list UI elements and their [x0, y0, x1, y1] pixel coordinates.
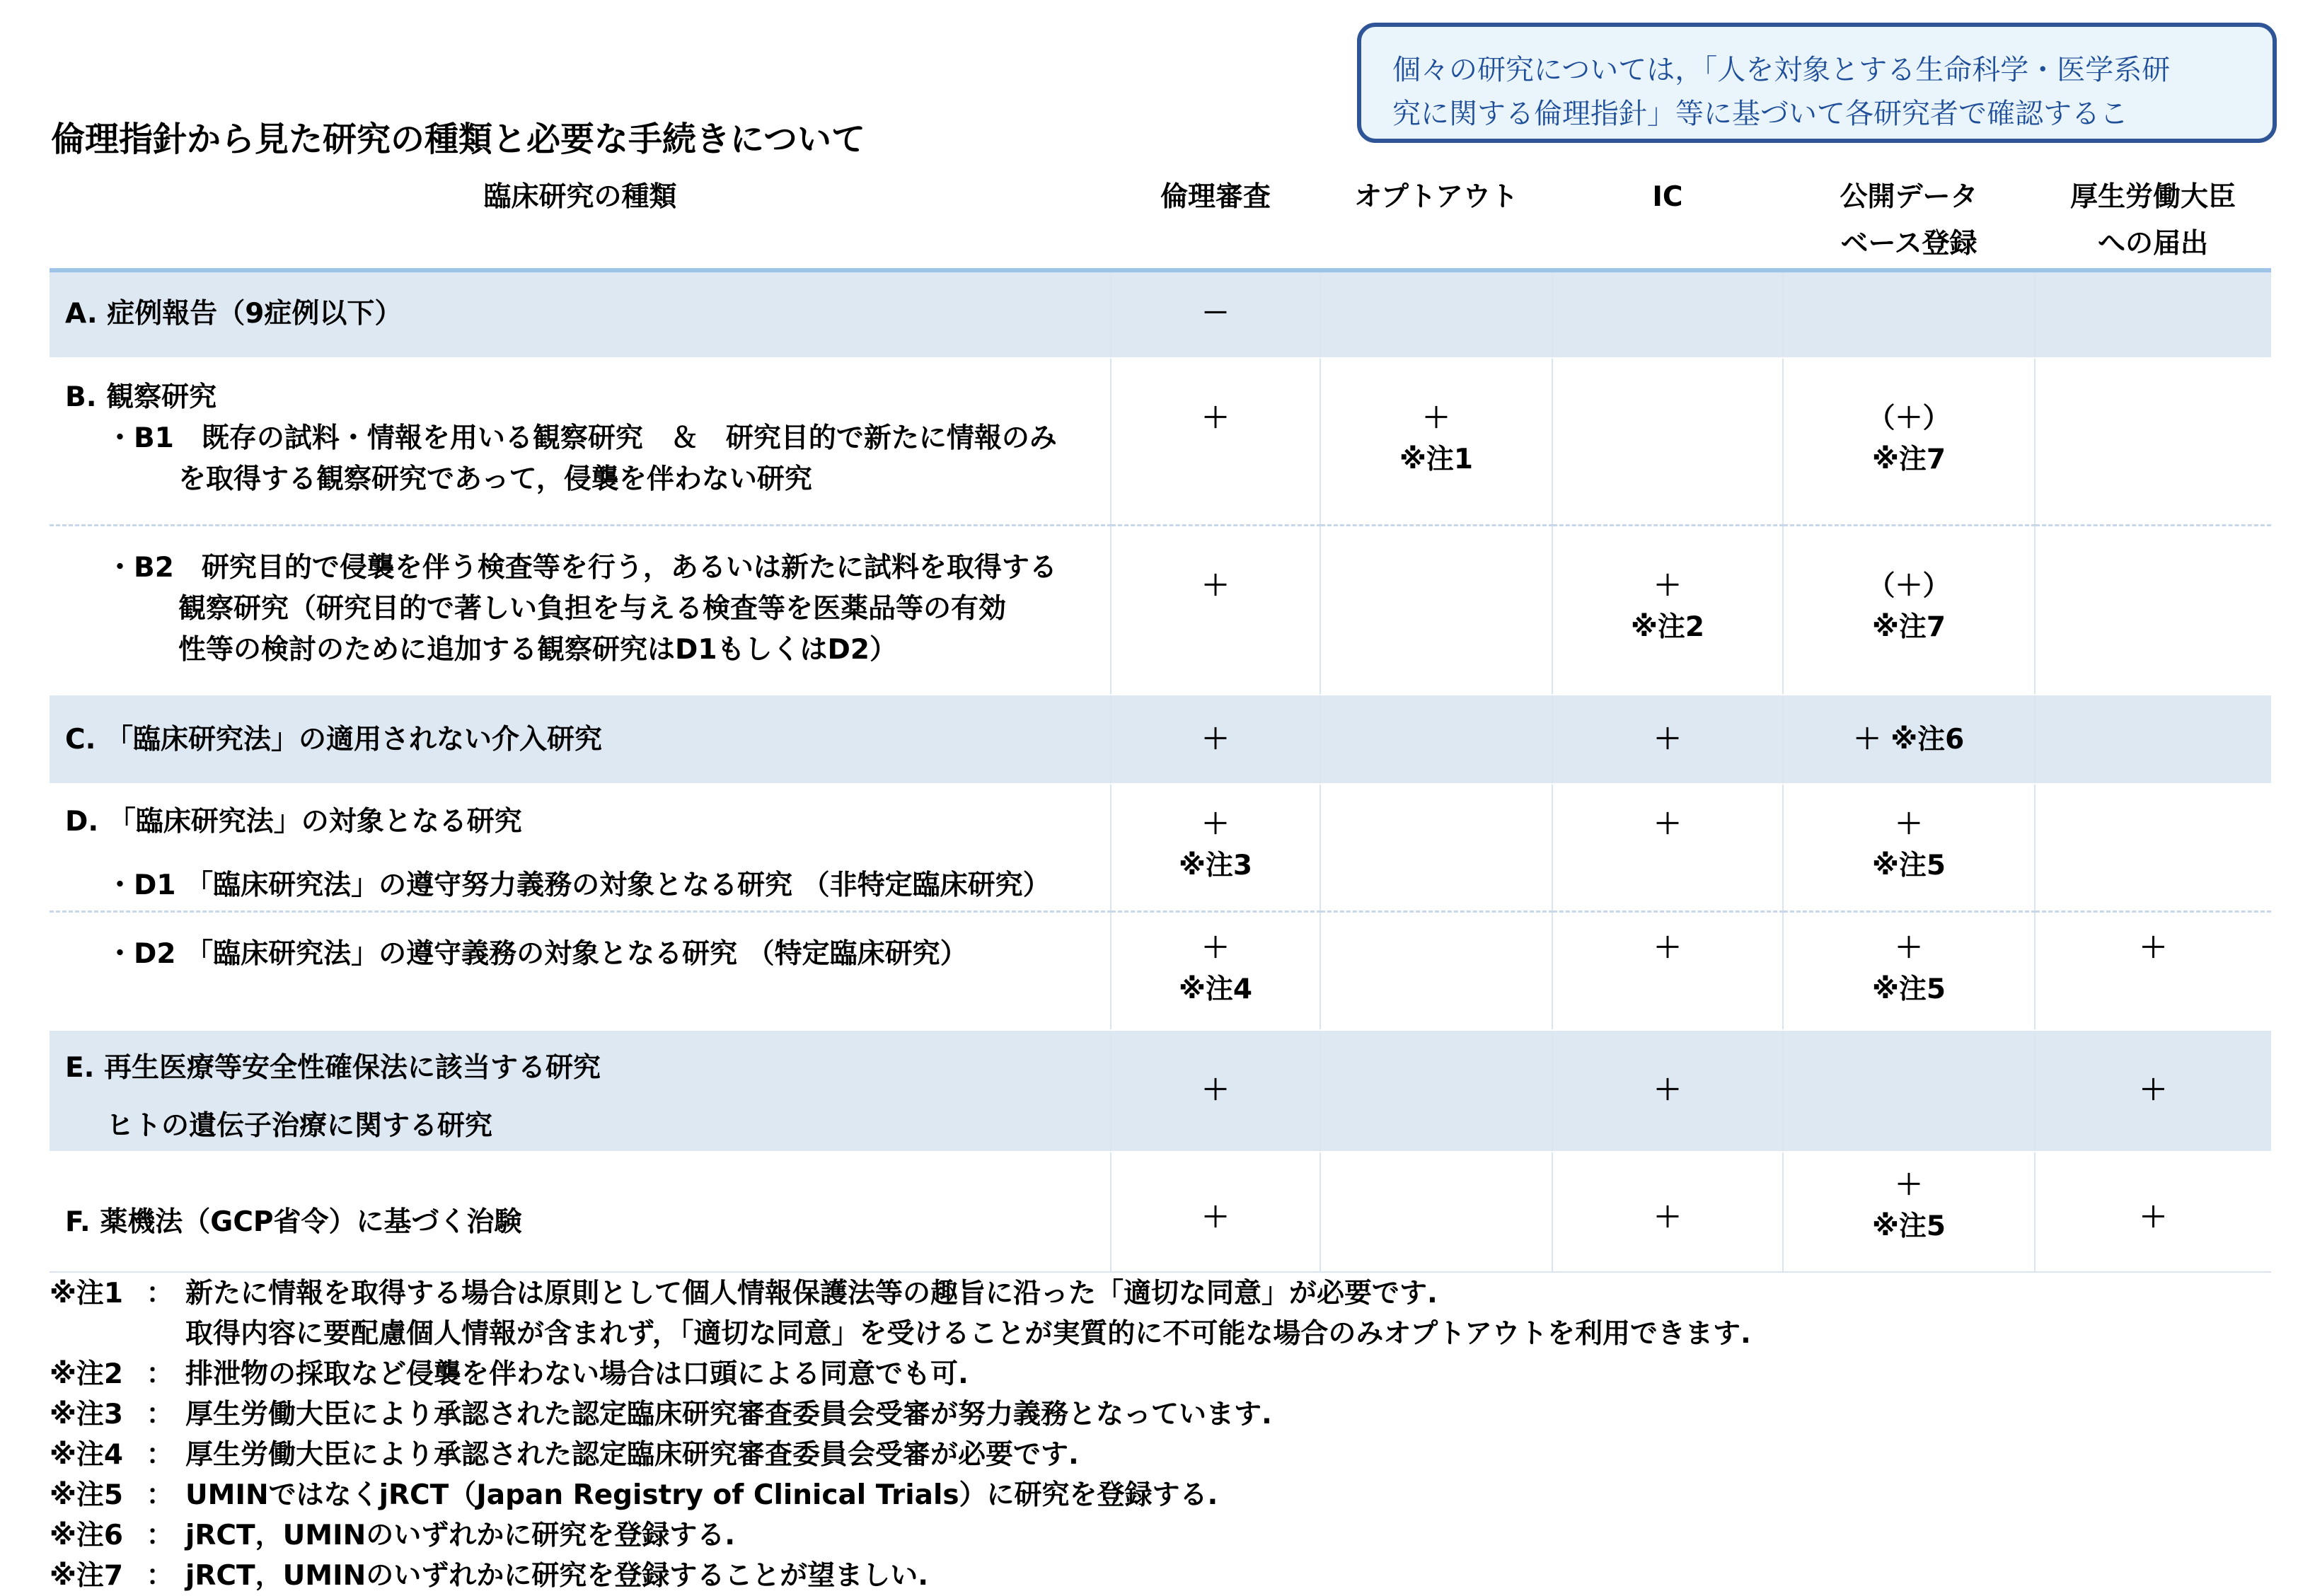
- guideline-callout: [1357, 23, 2277, 143]
- row-d2-line: ・D2 「臨床研究法」の遵守義務の対象となる研究 （特定臨床研究）: [106, 937, 968, 970]
- row-b1-line-2: を取得する観察研究であって，侵襲を伴わない研究: [178, 463, 812, 495]
- row-d-heading: D. 「臨床研究法」の対象となる研究: [65, 806, 522, 838]
- footnote-7: [50, 1556, 1751, 1596]
- row-a-mhlw: [2035, 270, 2271, 358]
- footnote-5-text: UMINではなくjRCT（Japan Registry of Clinical Trials）に研究を登録する.: [185, 1479, 1218, 1511]
- table-row-a: [50, 270, 2271, 358]
- header-opt-out: オプトアウト: [1320, 170, 1552, 270]
- page-title: 倫理指針から見た研究の種類と必要な手続きについて: [51, 120, 866, 159]
- table-row-b2: [50, 525, 2271, 695]
- footnote-5: [50, 1475, 1751, 1515]
- footnote-1: [50, 1273, 1751, 1314]
- row-d2-optout: [1320, 911, 1552, 1030]
- header-public-database: [1783, 170, 2035, 270]
- header-row: [50, 170, 2271, 270]
- footnote-1-label: ※注1: [50, 1278, 124, 1309]
- footnote-3-label: ※注3: [50, 1399, 124, 1430]
- row-d1-ethics-mark: ＋: [1201, 809, 1230, 840]
- footnote-colon: ：: [146, 1520, 174, 1551]
- footnote-6-text: jRCT，UMINのいずれかに研究を登録する.: [185, 1520, 736, 1551]
- row-b1-db-mark: （＋）: [1867, 403, 1951, 434]
- row-b1-label: [50, 358, 1111, 525]
- row-b2-ic-mark: ＋: [1653, 569, 1682, 602]
- callout-line-1: 個々の研究については，「人を対象とする生命科学・医学系研: [1392, 54, 2171, 86]
- footnote-4: [50, 1435, 1751, 1475]
- header-ethics-review: 倫理審査: [1111, 170, 1320, 270]
- row-f-label: F. 薬機法（GCP省令）に基づく治験: [50, 1152, 1111, 1272]
- footnote-colon: ：: [146, 1278, 174, 1309]
- callout-line-2: 究に関する倫理指針」等に基づいて各研究者で確認するこ: [1392, 98, 2128, 130]
- row-a-label: A. 症例報告（9症例以下）: [50, 270, 1111, 358]
- footnote-6: [50, 1515, 1751, 1556]
- row-b2-db: [1783, 525, 2035, 695]
- procedures-table: [50, 170, 2271, 1273]
- footnote-colon: ：: [146, 1560, 174, 1592]
- row-e-line-1: E. 再生医療等安全性確保法に該当する研究: [65, 1052, 601, 1084]
- row-b2-optout: [1320, 525, 1552, 695]
- header-db-line-1: 公開データ: [1840, 181, 1978, 213]
- row-c-ic: ＋: [1552, 695, 1783, 784]
- row-e-label: [50, 1030, 1111, 1152]
- row-d1-label: [50, 784, 1111, 911]
- footnote-1-text: 新たに情報を取得する場合は原則として個人情報保護法等の趣旨に沿った「適切な同意」が必要です.: [185, 1278, 1438, 1309]
- row-f-ethics: ＋: [1111, 1152, 1320, 1272]
- row-b2-ic-note: ※注2: [1630, 611, 1705, 643]
- table-row-e: [50, 1030, 2271, 1152]
- row-d2-label: [50, 911, 1111, 1030]
- row-b2-db-note: ※注7: [1871, 611, 1946, 643]
- row-a-db: [1783, 270, 2035, 358]
- row-e-line-2: ヒトの遺伝子治療に関する研究: [106, 1110, 493, 1142]
- row-b1-optout: [1320, 358, 1552, 525]
- row-d2-mhlw: ＋: [2035, 911, 2271, 1030]
- footnote-1-continuation: 取得内容に要配慮個人情報が含まれず，「適切な同意」を受けることが実質的に不可能な場合のみオプトアウトを利用できます.: [185, 1318, 1751, 1350]
- row-d1-mhlw: [2035, 784, 2271, 911]
- row-d2-ic: ＋: [1552, 911, 1783, 1030]
- table-row-b1: [50, 358, 2271, 525]
- row-b1-optout-mark: ＋: [1422, 403, 1450, 434]
- row-b2-db-mark: （＋）: [1867, 569, 1951, 602]
- footnote-6-label: ※注6: [50, 1520, 124, 1551]
- row-c-mhlw: [2035, 695, 2271, 784]
- footnote-4-label: ※注4: [50, 1439, 124, 1471]
- footnote-2: [50, 1354, 1751, 1394]
- table-row-f: [50, 1152, 2271, 1272]
- footnote-3: [50, 1394, 1751, 1435]
- row-e-ethics: ＋: [1111, 1030, 1320, 1152]
- row-e-mhlw: ＋: [2035, 1030, 2271, 1152]
- row-d2-ethics-mark: ＋: [1201, 932, 1230, 964]
- row-b1-db-note: ※注7: [1871, 444, 1946, 475]
- row-d1-db-note: ※注5: [1871, 850, 1946, 881]
- row-d2-db-mark: ＋: [1895, 932, 1923, 964]
- table-row-d2: [50, 911, 2271, 1030]
- row-b1-mhlw: [2035, 358, 2271, 525]
- row-a-optout: [1320, 270, 1552, 358]
- row-f-mhlw: ＋: [2035, 1152, 2271, 1272]
- footnote-2-label: ※注2: [50, 1358, 124, 1390]
- row-b1-ic: [1552, 358, 1783, 525]
- row-c-db: ＋ ※注6: [1783, 695, 2035, 784]
- row-b1-db: [1783, 358, 2035, 525]
- header-mhlw-notification: [2035, 170, 2271, 270]
- table-row-c: [50, 695, 2271, 784]
- row-d1-line: ・D1 「臨床研究法」の遵守努力義務の対象となる研究 （非特定臨床研究）: [106, 869, 1051, 901]
- row-c-optout: [1320, 695, 1552, 784]
- row-f-ic: ＋: [1552, 1152, 1783, 1272]
- footnote-2-text: 排泄物の採取など侵襲を伴わない場合は口頭による同意でも可.: [185, 1358, 969, 1390]
- header-mhlw-line-1: 厚生労働大臣: [2069, 181, 2236, 213]
- row-d1-optout: [1320, 784, 1552, 911]
- footnote-7-text: jRCT，UMINのいずれかに研究を登録することが望ましい.: [185, 1560, 929, 1592]
- footnote-colon: ：: [146, 1479, 174, 1511]
- footnote-colon: ：: [146, 1358, 174, 1390]
- row-d1-ic: ＋: [1552, 784, 1783, 911]
- footnote-7-label: ※注7: [50, 1560, 124, 1592]
- row-b2-ic: [1552, 525, 1783, 695]
- row-f-db: [1783, 1152, 2035, 1272]
- row-b2-mhlw: [2035, 525, 2271, 695]
- row-d1-db: [1783, 784, 2035, 911]
- row-b2-line-2: 観察研究（研究目的で著しい負担を与える検査等を医薬品等の有効: [178, 592, 1007, 625]
- row-d2-db-note: ※注5: [1871, 973, 1946, 1005]
- row-f-optout: [1320, 1152, 1552, 1272]
- row-a-ethics: －: [1111, 270, 1320, 358]
- header-db-line-2: ベース登録: [1840, 228, 1977, 260]
- row-d2-ethics-note: ※注4: [1178, 973, 1253, 1005]
- header-research-type: 臨床研究の種類: [50, 170, 1111, 270]
- header-mhlw-line-2: への届出: [2097, 228, 2208, 260]
- row-e-optout: [1320, 1030, 1552, 1152]
- row-d1-ethics-note: ※注3: [1178, 850, 1253, 881]
- row-b1-ethics: ＋: [1111, 358, 1320, 525]
- row-b2-ethics: ＋: [1111, 525, 1320, 695]
- row-d1-ethics: [1111, 784, 1320, 911]
- row-c-ethics: ＋: [1111, 695, 1320, 784]
- row-d2-db: [1783, 911, 2035, 1030]
- row-a-ic: [1552, 270, 1783, 358]
- row-e-db: [1783, 1030, 2035, 1152]
- footnote-5-label: ※注5: [50, 1479, 124, 1511]
- footnotes: [50, 1273, 1751, 1596]
- footnote-3-text: 厚生労働大臣により承認された認定臨床研究審査委員会受審が努力義務となっています.: [185, 1399, 1272, 1430]
- row-e-ic: ＋: [1552, 1030, 1783, 1152]
- row-f-db-mark: ＋: [1895, 1169, 1923, 1201]
- row-d1-db-mark: ＋: [1895, 809, 1923, 840]
- footnote-colon: ：: [146, 1439, 174, 1471]
- row-b-heading: B. 観察研究: [65, 381, 217, 413]
- row-b2-line-3: 性等の検討のために追加する観察研究はD1もしくはD2）: [178, 633, 898, 666]
- row-b1-optout-note: ※注1: [1399, 444, 1474, 475]
- row-f-db-note: ※注5: [1871, 1210, 1946, 1242]
- row-b1-line-1: ・B1 既存の試料・情報を用いる観察研究 ＆ 研究目的で新たに情報のみ: [106, 422, 1057, 454]
- table-row-d1: [50, 784, 2271, 911]
- header-ic: IC: [1552, 170, 1783, 270]
- row-b2-line-1: ・B2 研究目的で侵襲を伴う検査等を行う，あるいは新たに試料を取得する: [106, 551, 1057, 584]
- footnote-4-text: 厚生労働大臣により承認された認定臨床研究審査委員会受審が必要です.: [185, 1439, 1079, 1471]
- footnote-colon: ：: [146, 1399, 174, 1430]
- row-c-label: C. 「臨床研究法」の適用されない介入研究: [50, 695, 1111, 784]
- row-b2-label: [50, 525, 1111, 695]
- row-d2-ethics: [1111, 911, 1320, 1030]
